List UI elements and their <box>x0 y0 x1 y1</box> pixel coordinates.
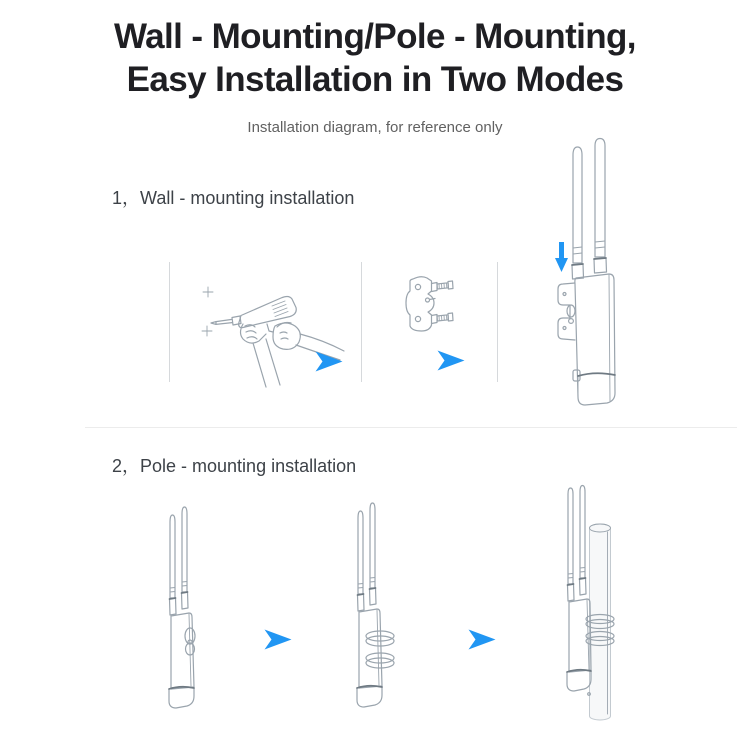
down-arrow-icon <box>555 241 568 274</box>
device-mounted-on-pole-illustration <box>552 484 640 736</box>
step-arrow-icon <box>468 629 496 650</box>
page-title <box>0 15 750 101</box>
panel-divider <box>497 262 498 382</box>
step-arrow-icon <box>315 351 343 372</box>
pole-mounting-section-label: 2，Pole - mounting installation <box>112 456 357 476</box>
bracket-with-screws-illustration <box>404 273 454 335</box>
device-with-pole-clamps-illustration <box>350 496 408 722</box>
step-arrow-icon <box>264 629 292 650</box>
left-hand-illustration <box>241 324 281 387</box>
page-subtitle: Installation diagram, for reference only <box>247 119 503 136</box>
wall-mounting-section-label: 1，Wall - mounting installation <box>112 188 355 208</box>
panel-divider <box>169 262 170 382</box>
pole-illustration <box>590 524 611 720</box>
page-title-line2: Easy Installation in Two Modes <box>126 60 624 99</box>
drill-pilot-holes-illustration <box>195 275 345 390</box>
device-side-view-illustration <box>158 502 210 720</box>
page-title-line1: Wall - Mounting/Pole - Mounting, <box>114 17 636 56</box>
section-separator <box>85 427 737 428</box>
panel-divider <box>361 262 362 382</box>
step-arrow-icon <box>437 350 465 371</box>
slide-device-onto-bracket-illustration <box>545 138 649 425</box>
cross-mark-icon <box>202 287 213 336</box>
